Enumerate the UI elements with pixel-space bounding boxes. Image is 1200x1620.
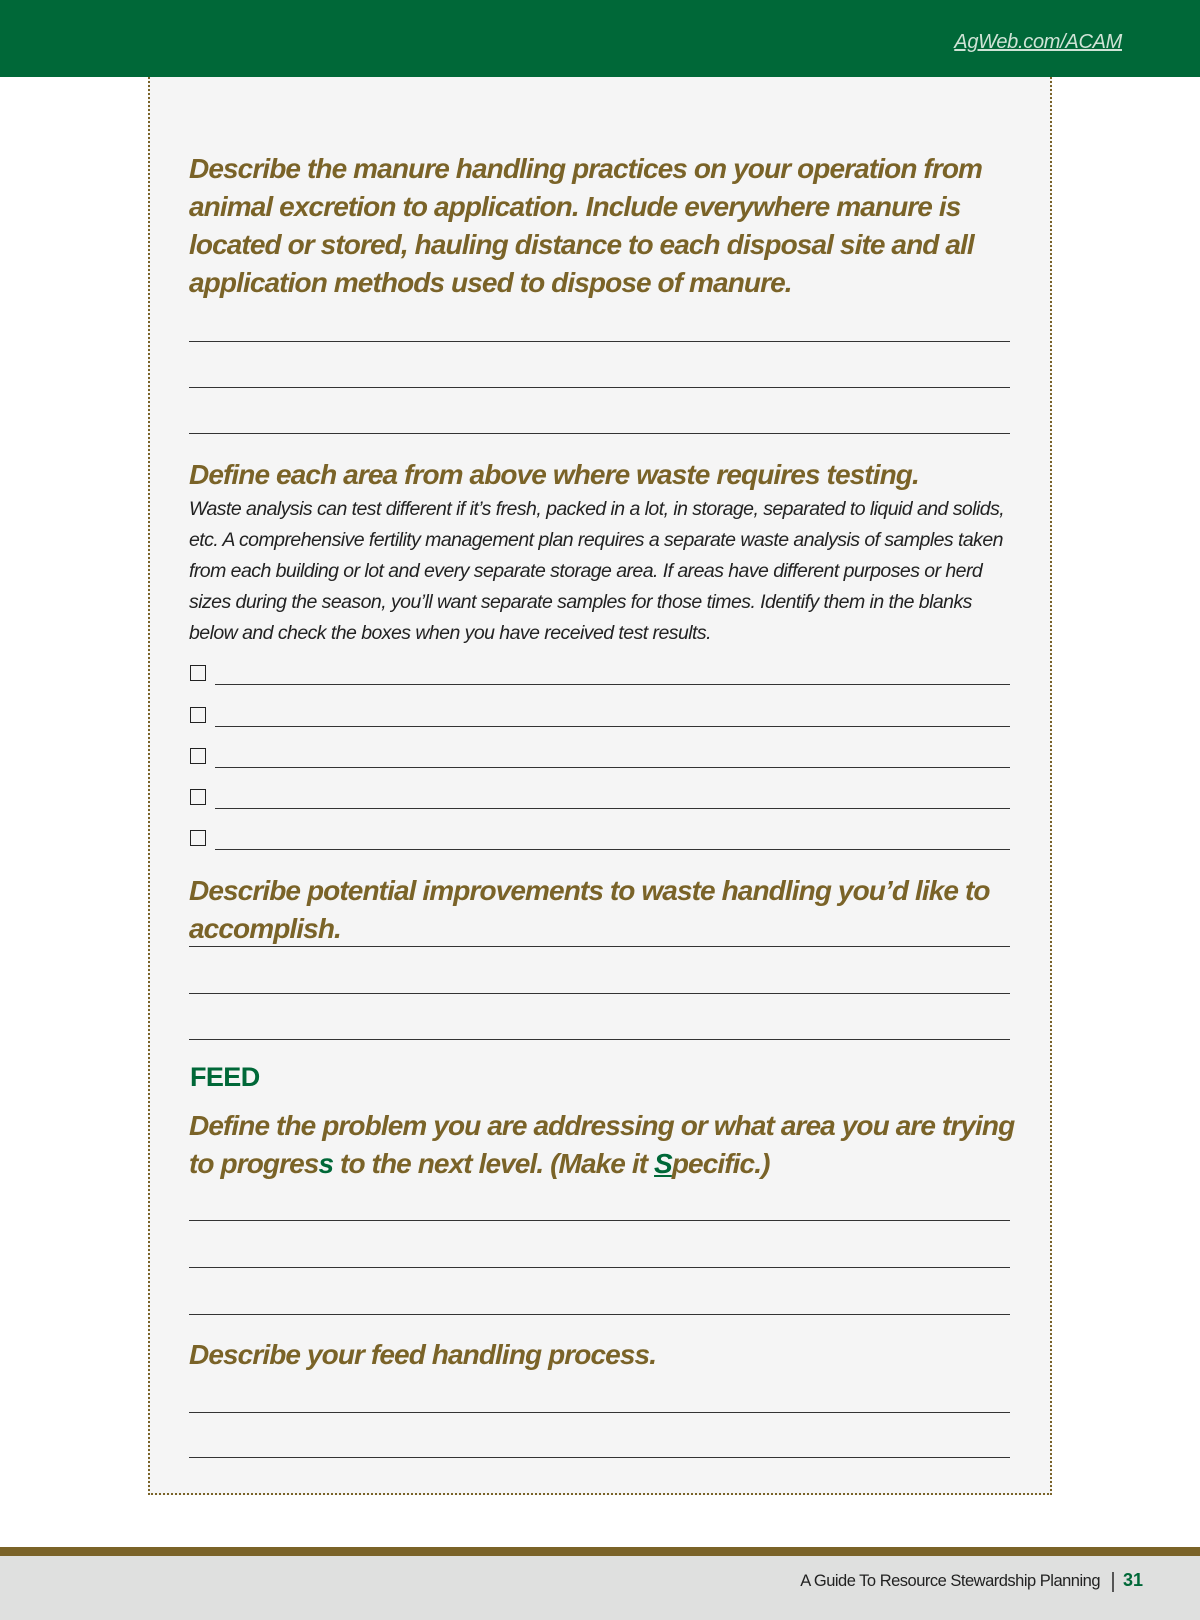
answer-line[interactable] <box>189 341 1010 342</box>
improvements-question: Describe potential improvements to waste handling you’d like to accomplish. <box>189 875 990 944</box>
answer-line[interactable] <box>189 1039 1010 1040</box>
answer-line[interactable] <box>189 1314 1010 1315</box>
test-area-line[interactable] <box>215 684 1010 685</box>
footer-divider <box>1112 1572 1114 1592</box>
answer-line[interactable] <box>189 1267 1010 1268</box>
test-received-checkbox[interactable] <box>190 748 206 764</box>
answer-line[interactable] <box>189 993 1010 994</box>
answer-line[interactable] <box>189 1457 1010 1458</box>
answer-line[interactable] <box>189 1220 1010 1221</box>
waste-testing-instructions: Waste analysis can test different if it’s fresh, packed in a lot, in storage, separated to liquid and solids, etc. A comprehensive fertility management plan requires a separate waste analysis of samples taken from each building or lot and every separate storage area. If areas have different purposes or herd sizes during the season, you’ll want separate samples for those times. Identify them in the blanks below and check the boxes when you have received test results. <box>189 498 1005 644</box>
answer-line[interactable] <box>189 1412 1010 1413</box>
website-link[interactable]: AgWeb.com/ACAM <box>954 31 1122 53</box>
test-received-checkbox[interactable] <box>190 830 206 846</box>
test-area-line[interactable] <box>215 808 1010 809</box>
test-area-line[interactable] <box>215 767 1010 768</box>
waste-testing-question: Define each area from above where waste requires testing. <box>189 459 919 490</box>
answer-line[interactable] <box>189 946 1010 947</box>
feed-problem-question: Define the problem you are addressing or what area you are trying to progress to the next level. (Make it Specific.) <box>189 1110 1015 1179</box>
feed-section-heading: FEED <box>190 1062 260 1092</box>
footer-stripe <box>0 1547 1200 1556</box>
manure-handling-question: Describe the manure handling practices on your operation from animal excretion to application. Include everywhere manure is located or stored, hauling distance to each disposal site and all application methods used to dispose of manure. <box>189 153 983 298</box>
feed-process-question: Describe your feed handling process. <box>189 1339 657 1370</box>
answer-line[interactable] <box>189 387 1010 388</box>
footer-title: A Guide To Resource Stewardship Planning <box>800 1572 1100 1590</box>
answer-line[interactable] <box>189 433 1010 434</box>
page-number: 31 <box>1123 1570 1144 1590</box>
test-received-checkbox[interactable] <box>190 789 206 805</box>
test-area-line[interactable] <box>215 849 1010 850</box>
test-area-line[interactable] <box>215 726 1010 727</box>
test-received-checkbox[interactable] <box>190 707 206 723</box>
test-received-checkbox[interactable] <box>190 665 206 681</box>
